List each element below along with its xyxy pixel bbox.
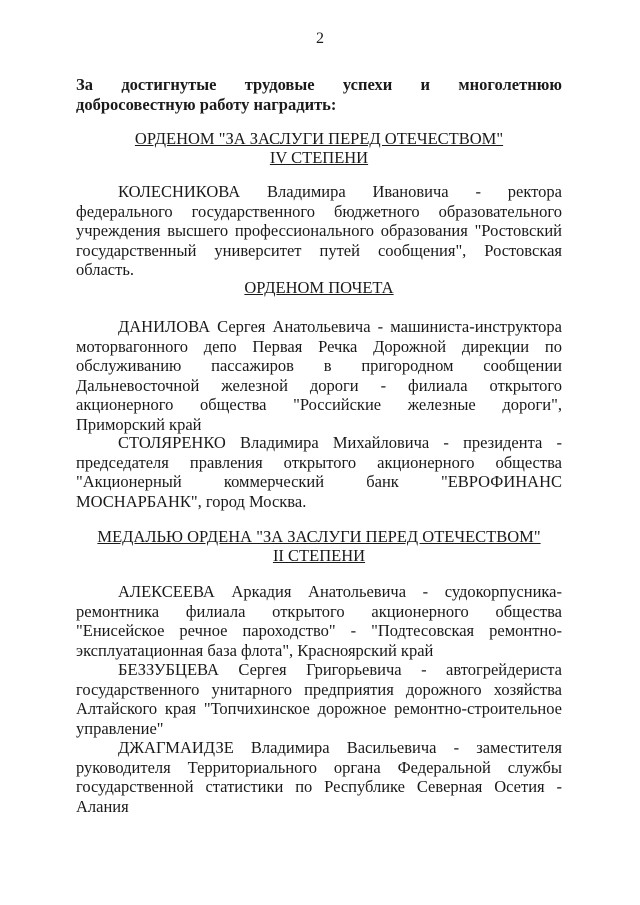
- heading-line: ОРДЕНОМ ПОЧЕТА: [244, 278, 394, 297]
- person-entry-kolesnikov: КОЛЕСНИКОВА Владимира Ивановича - ректора федерального государственного бюджетного образовательного учреждения высшего профессионального образования "Ростовский государственный университет путей сообщения", Ростовская область.: [76, 182, 562, 280]
- person-entry-danilov: ДАНИЛОВА Сергея Анатольевича - машиниста-инструктора моторвагонного депо Первая Речка Дорожной дирекции по обслуживанию пассажиров в пригородном сообщении Дальневосточной железной дороги - филиала открытого акционерного общества "Российские железные дороги", Приморский край: [76, 317, 562, 434]
- intro-line-1: [76, 75, 562, 95]
- award-heading-order-merit-4: [76, 129, 562, 167]
- heading-line: ОРДЕНОМ "ЗА ЗАСЛУГИ ПЕРЕД ОТЕЧЕСТВОМ": [134, 129, 504, 148]
- person-entry-stolyarenko: СТОЛЯРЕНКО Владимира Михайловича - президента - председателя правления открытого акционерного общества "Акционерный коммерческий банк "ЕВРОФИНАНС МОСНАРБАНК", город Москва.: [76, 433, 562, 511]
- person-entry-bezzubtsev: БЕЗЗУБЦЕВА Сергея Григорьевича - автогрейдериста государственного унитарного предприятия дорожного хозяйства Алтайского края "Топчихинское дорожное ремонтно-строительное управление": [76, 660, 562, 738]
- intro-word: За: [76, 75, 93, 94]
- award-intro: [76, 75, 562, 115]
- intro-word: многолетнюю: [458, 75, 562, 94]
- person-entry-dzhagmaidze: ДЖАГМАИДЗЕ Владимира Васильевича - заместителя руководителя Территориального органа Федеральной службы государственной статистики по Республике Северная Осетия - Алания: [76, 738, 562, 816]
- person-entry-alekseev: АЛЕКСЕЕВА Аркадия Анатольевича - судокорпусника-ремонтника филиала открытого акционерного общества "Енисейское речное пароходство" - "Подтесовская ремонтно-эксплуатационная база флота", Красноярский край: [76, 582, 562, 660]
- intro-line-2: добросовестную работу наградить:: [76, 95, 337, 114]
- intro-word: трудовые: [244, 75, 315, 94]
- page-number: 2: [316, 30, 324, 47]
- heading-line: IV СТЕПЕНИ: [269, 148, 369, 167]
- award-heading-order-honor: [76, 278, 562, 297]
- heading-line: МЕДАЛЬЮ ОРДЕНА "ЗА ЗАСЛУГИ ПЕРЕД ОТЕЧЕСТВОМ": [97, 527, 541, 546]
- heading-line: II СТЕПЕНИ: [272, 546, 366, 565]
- award-heading-medal-order-merit-2: [76, 527, 562, 565]
- intro-word: достигнутые: [121, 75, 217, 94]
- intro-word: и: [420, 75, 431, 94]
- intro-word: успехи: [342, 75, 393, 94]
